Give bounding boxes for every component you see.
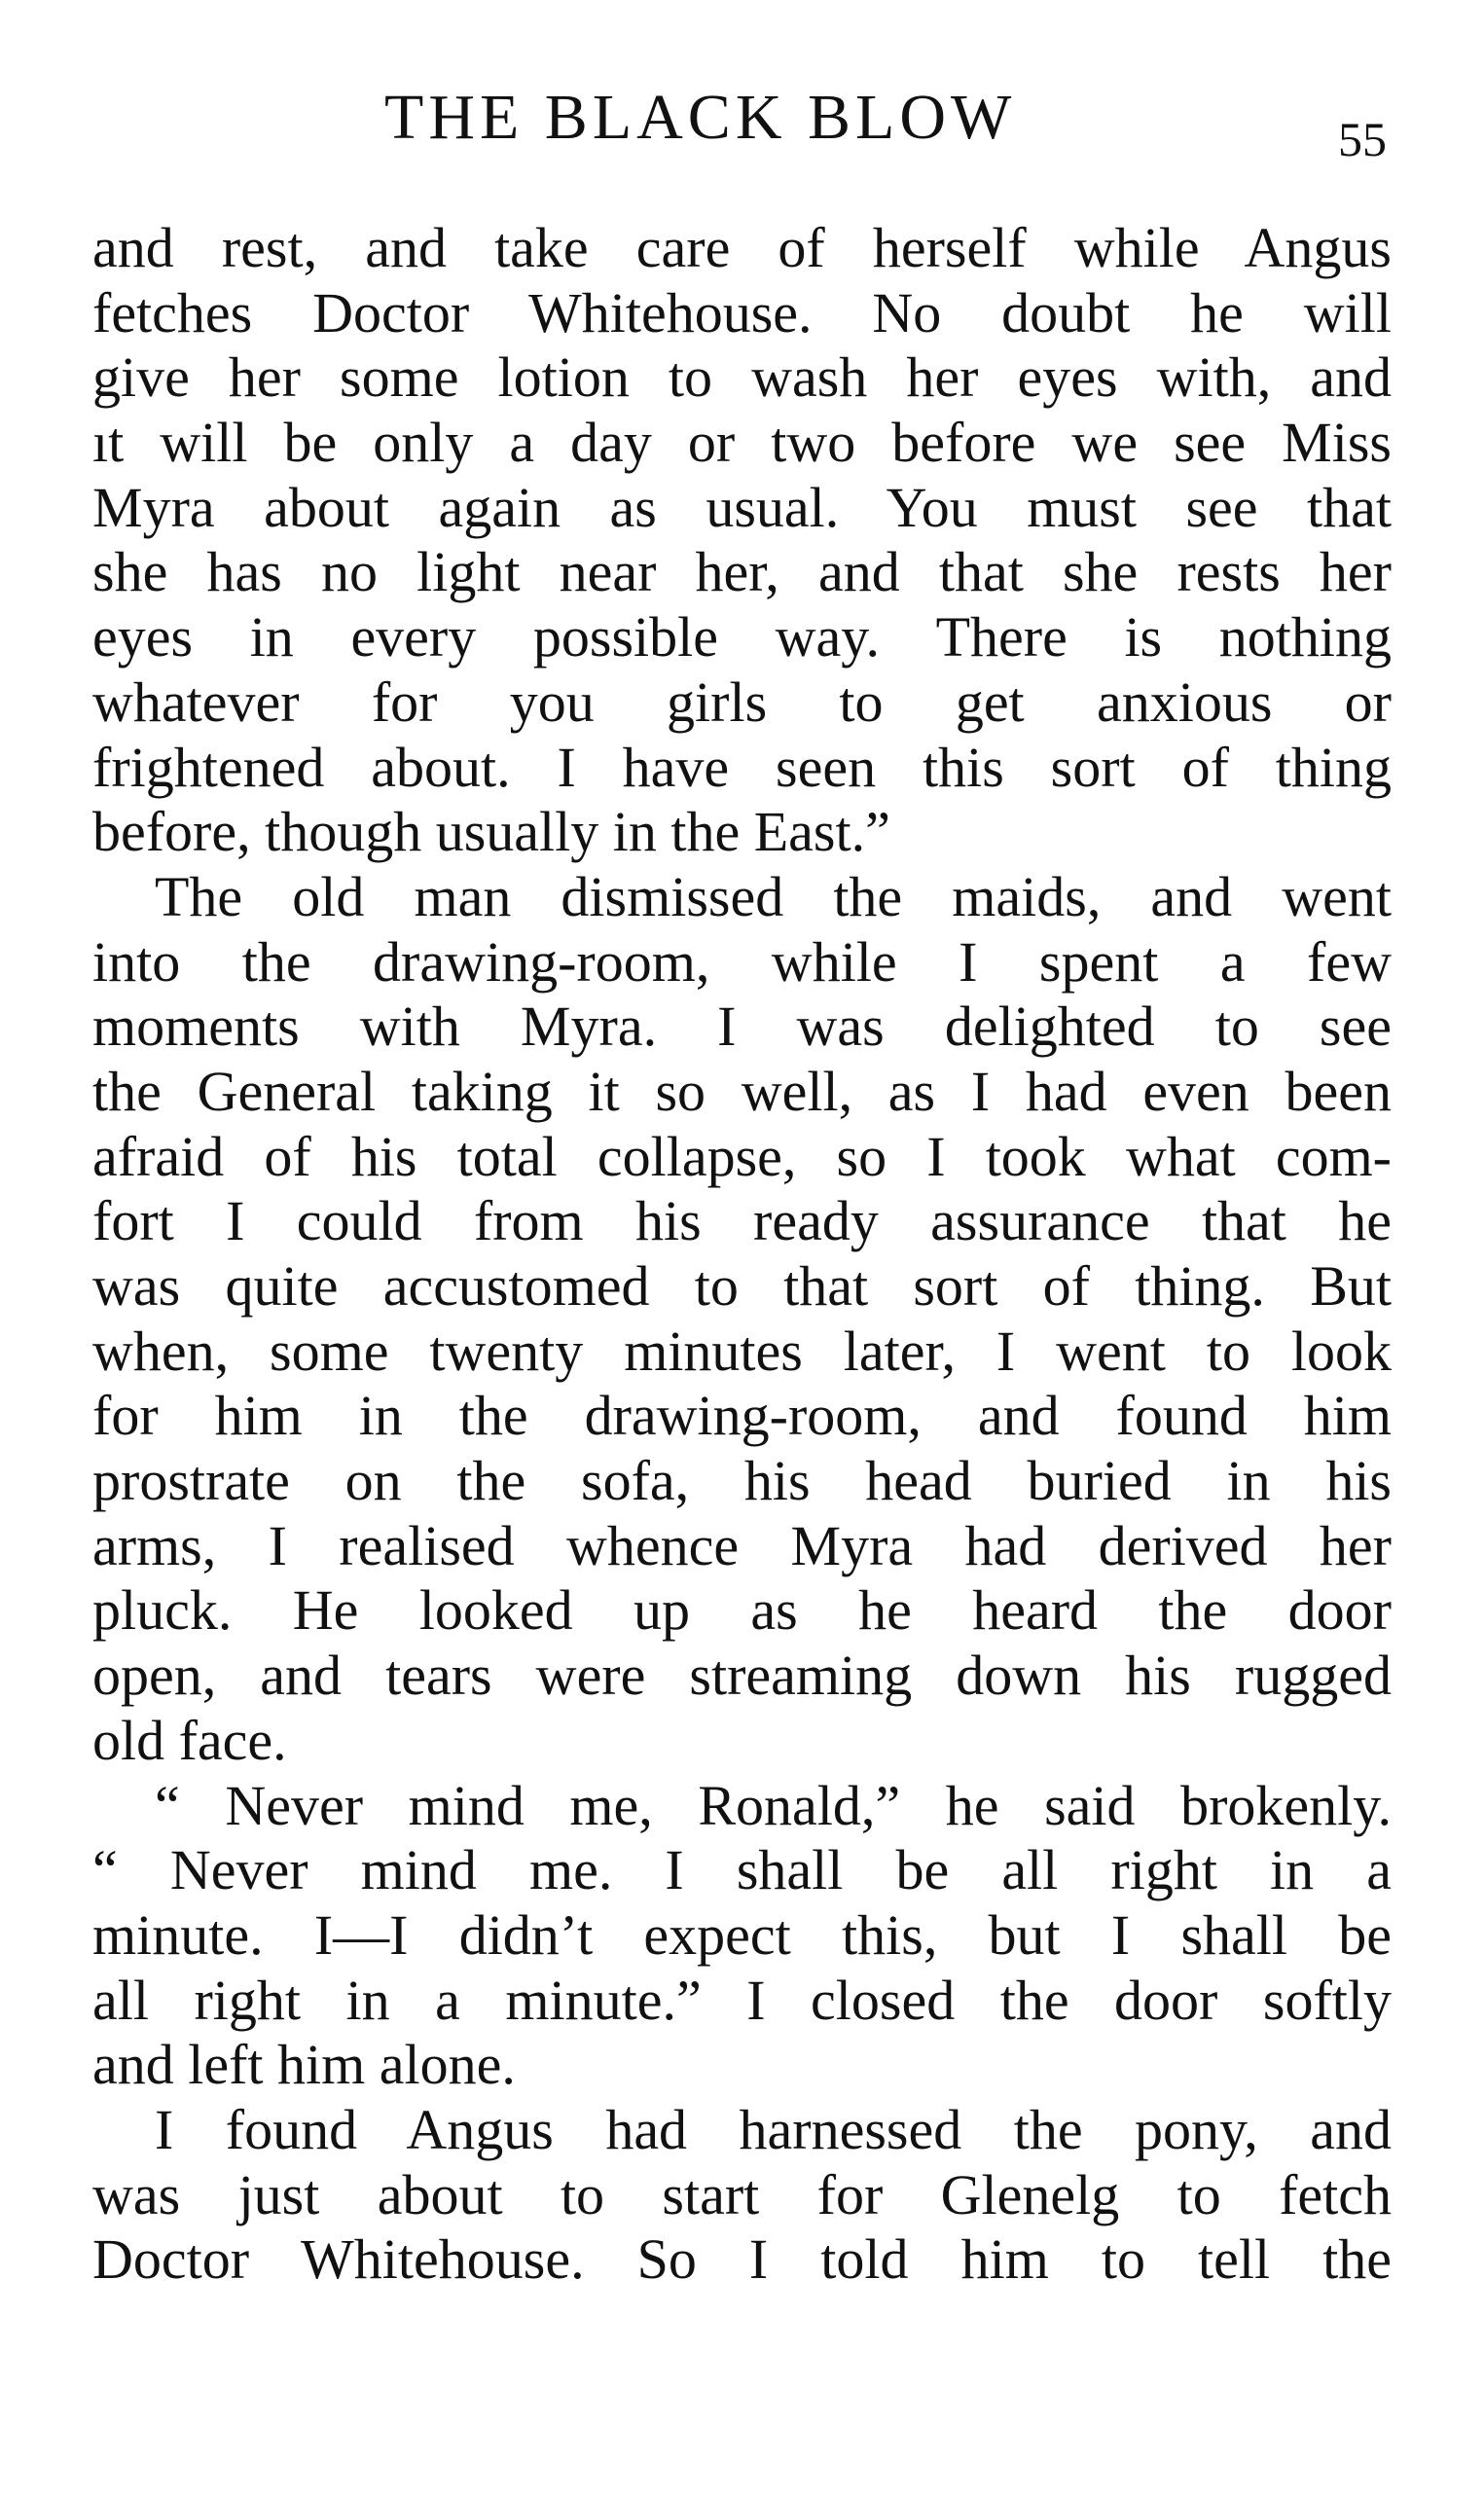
text-line: arms, I realised whence Myra had derived her xyxy=(92,1513,1392,1577)
text-line: for him in the drawing-room, and found him xyxy=(92,1384,1392,1448)
text-line: give her some lotion to wash her eyes with, and xyxy=(92,345,1392,410)
text-line: all right in a minute.” I closed the door softly xyxy=(92,1968,1392,2032)
text-line: Doctor Whitehouse. So I told him to tell the xyxy=(92,2227,1392,2292)
text-line: minute. I—I didn’t expect this, but I shall be xyxy=(92,1902,1392,1967)
paragraph-first-line: I found Angus had harnessed the pony, and xyxy=(155,2097,1392,2161)
text-line: afraid of his total collapse, so I took what com- xyxy=(92,1124,1392,1188)
text-line: she has no light near her, and that she rests her xyxy=(92,540,1392,604)
text-line: old face. xyxy=(92,1708,287,1772)
text-line: fort I could from his ready assurance that he xyxy=(92,1189,1392,1253)
text-line: “ Never mind me. I shall be all right in a xyxy=(92,1838,1392,1902)
text-line: Myra about again as usual. You must see that xyxy=(92,475,1392,539)
text-line: and left him alone. xyxy=(92,2033,516,2097)
text-line: eyes in every possible way. There is nothing xyxy=(92,605,1392,669)
text-line: pluck. He looked up as he heard the door xyxy=(92,1578,1392,1643)
text-line: the General taking it so well, as I had even been xyxy=(92,1059,1392,1123)
text-line: open, and tears were streaming down his rugged xyxy=(92,1644,1392,1708)
text-line: was quite accustomed to that sort of thing. But xyxy=(92,1254,1392,1318)
text-line: when, some twenty minutes later, I went to look xyxy=(92,1319,1392,1383)
text-line: frightened about. I have seen this sort of thing xyxy=(92,735,1392,799)
text-line: moments with Myra. I was delighted to see xyxy=(92,995,1392,1059)
page-number: 55 xyxy=(1338,112,1387,166)
running-title: THE BLACK BLOW xyxy=(384,82,1017,153)
text-line: ıt will be only a day or two before we see Miss xyxy=(92,411,1392,475)
text-line: whatever for you girls to get anxious or xyxy=(92,669,1392,734)
text-line: fetches Doctor Whitehouse. No doubt he will xyxy=(92,280,1392,344)
text-line: and rest, and take care of herself while Angus xyxy=(92,216,1392,279)
text-line: before, though usually in the East.” xyxy=(92,800,890,864)
body-text xyxy=(92,216,1392,2293)
text-line: prostrate on the sofa, his head buried in his xyxy=(92,1449,1392,1513)
running-head xyxy=(0,82,1484,173)
text-line: was just about to start for Glenelg to fetch xyxy=(92,2162,1392,2226)
paragraph-first-line: “ Never mind me, Ronald,” he said brokenly. xyxy=(155,1773,1392,1837)
paragraph-first-line: The old man dismissed the maids, and went xyxy=(155,864,1392,928)
text-line: into the drawing-room, while I spent a few xyxy=(92,929,1392,994)
